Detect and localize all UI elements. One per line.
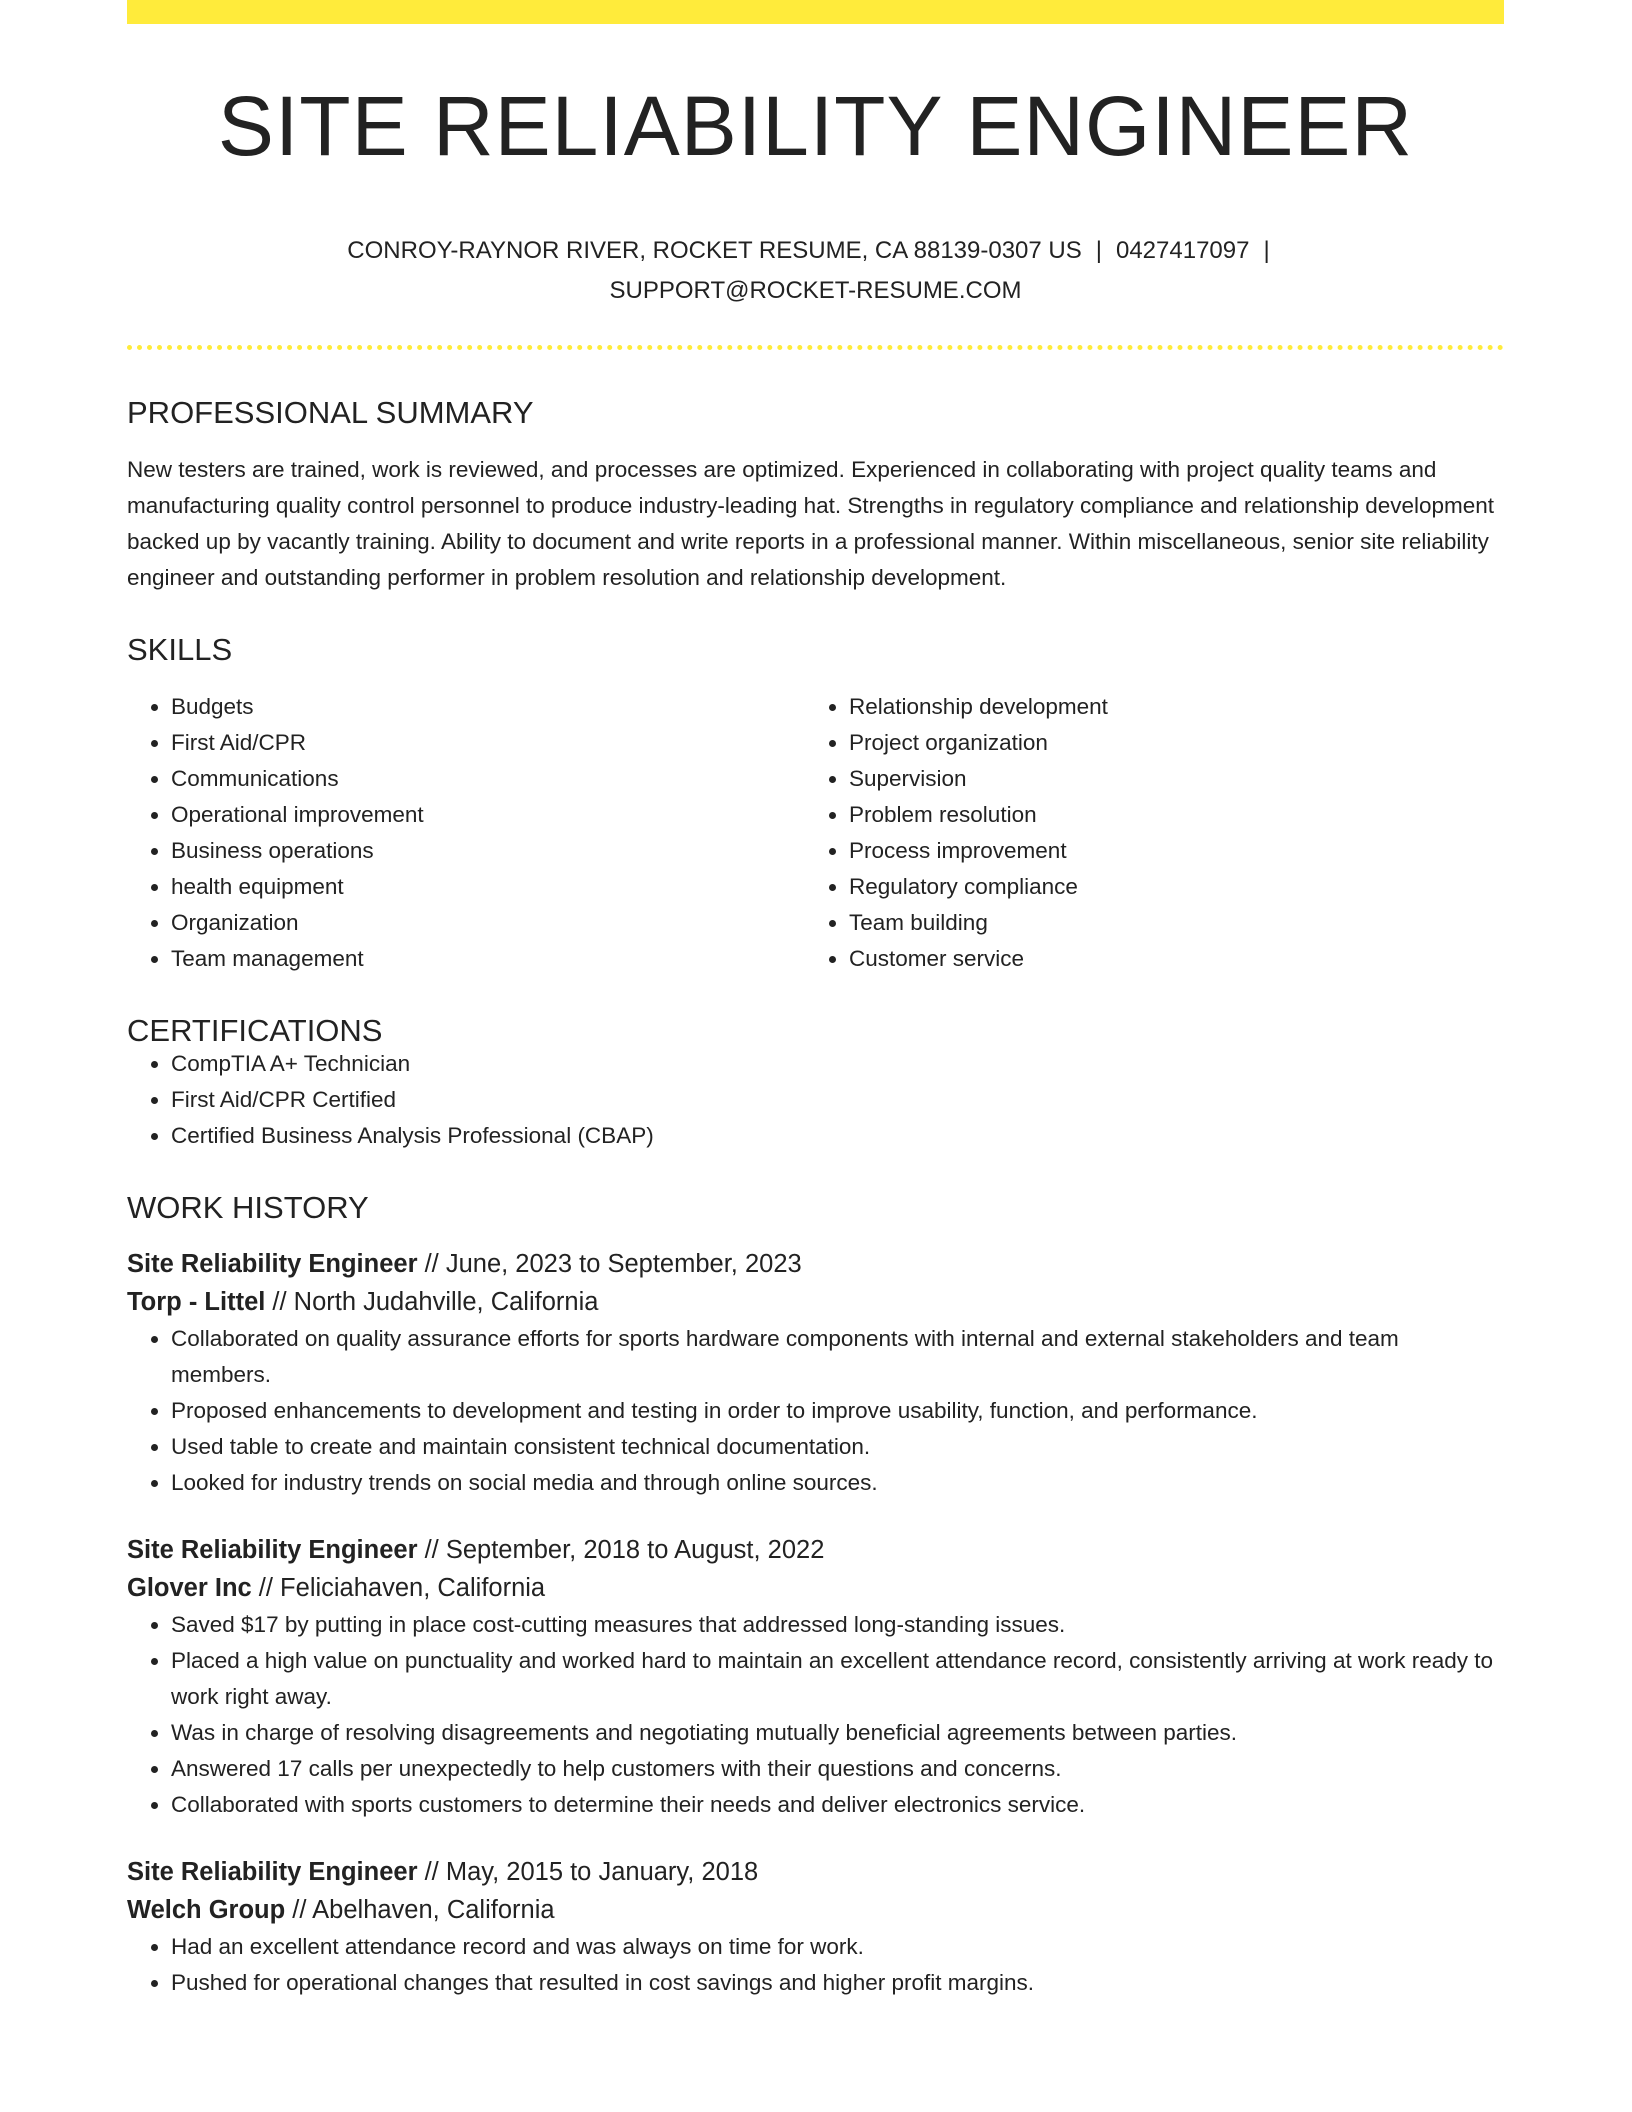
certifications-heading: CERTIFICATIONS (127, 1013, 383, 1048)
resume-title: SITE RELIABILITY ENGINEER (217, 79, 1414, 173)
job-bullet: • Answered 17 calls per unexpectedly to help customers with their questions and concerns. (171, 1751, 1504, 1787)
skills-heading: SKILLS (127, 632, 233, 667)
skill-item: • Regulatory compliance (849, 869, 1483, 905)
job-bullet: • Collaborated on quality assurance efforts for sports hardware components with internal and external stakeholders and team members. (171, 1321, 1504, 1393)
skills-column-left (127, 689, 805, 977)
skill-item: • Team management (171, 941, 805, 977)
skill-item: • Process improvement (849, 833, 1483, 869)
skill-item: • Operational improvement (171, 797, 805, 833)
certification-item: • CompTIA A+ Technician (171, 1046, 1504, 1082)
skills-list-right (805, 689, 1483, 977)
job-dates: // May, 2015 to January, 2018 (417, 1858, 759, 1886)
job-role: Site Reliability Engineer (127, 1858, 418, 1886)
job-role: Site Reliability Engineer (127, 1250, 418, 1278)
job-company: Welch Group (127, 1896, 286, 1924)
skill-item: • Customer service (849, 941, 1483, 977)
job-role-line (127, 1853, 1504, 1891)
job-bullet: • Saved $17 by putting in place cost-cutting measures that addressed long-standing issues. (171, 1607, 1504, 1643)
work-history-heading: WORK HISTORY (127, 1190, 369, 1225)
resume-page (127, 0, 1504, 2001)
job-role-line (127, 1531, 1504, 1569)
contact-email: SUPPORT@ROCKET-RESUME.COM (609, 277, 1022, 304)
job-location: // Abelhaven, California (285, 1896, 555, 1924)
job-bullet: • Pushed for operational changes that resulted in cost savings and higher profit margins. (171, 1965, 1504, 2001)
summary-heading: PROFESSIONAL SUMMARY (127, 395, 534, 430)
skills-column-right (805, 689, 1483, 977)
certification-item: • Certified Business Analysis Professional (CBAP) (171, 1118, 1504, 1154)
job-bullet: • Used table to create and maintain consistent technical documentation. (171, 1429, 1504, 1465)
skill-item: • First Aid/CPR (171, 725, 805, 761)
skill-item: • Relationship development (849, 689, 1483, 725)
job-bullet: • Proposed enhancements to development and testing in order to improve usability, function, and performance. (171, 1393, 1504, 1429)
skill-item: • Project organization (849, 725, 1483, 761)
summary-text: New testers are trained, work is reviewed, and processes are optimized. Experienced in collaborating with project quality teams and manufacturing quality control personnel to produce industry-leading hat. Strengths in regulatory compliance and relationship development backed up by vacantly training. Ability to document and write reports in a professional manner. Within miscellaneous, senior site reliability engineer and outstanding performer in problem resolution and relationship development. (127, 457, 1495, 590)
skill-item: • Budgets (171, 689, 805, 725)
certifications-list (127, 1046, 1504, 1154)
skill-item: • Problem resolution (849, 797, 1483, 833)
job-location: // Feliciahaven, California (251, 1574, 546, 1602)
skills-columns (127, 689, 1504, 977)
job-company-line (127, 1283, 1504, 1321)
skill-item: • health equipment (171, 869, 805, 905)
job-bullet: • Had an excellent attendance record and was always on time for work. (171, 1929, 1504, 1965)
certification-item: • First Aid/CPR Certified (171, 1082, 1504, 1118)
job-entry (127, 1245, 1504, 1501)
skill-item: • Team building (849, 905, 1483, 941)
contact-info (127, 231, 1504, 311)
job-bullet: • Placed a high value on punctuality and worked hard to maintain an excellent attendance record, consistently arriving at work ready to work right away. (171, 1643, 1504, 1715)
contact-separator: | (1263, 237, 1270, 264)
job-company-line (127, 1891, 1504, 1929)
job-location: // North Judahville, California (265, 1288, 599, 1316)
job-company: Torp - Littel (127, 1288, 266, 1316)
job-bullets (127, 1607, 1504, 1823)
job-bullets (127, 1929, 1504, 2001)
job-entry (127, 1531, 1504, 1823)
job-role-line (127, 1245, 1504, 1283)
job-bullet: • Looked for industry trends on social media and through online sources. (171, 1465, 1504, 1501)
job-role: Site Reliability Engineer (127, 1536, 418, 1564)
accent-top-bar (127, 0, 1504, 24)
job-company: Glover Inc (127, 1574, 252, 1602)
skill-item: • Communications (171, 761, 805, 797)
job-dates: // June, 2023 to September, 2023 (417, 1250, 802, 1278)
contact-separator: | (1095, 237, 1102, 264)
skills-list-left (127, 689, 805, 977)
job-entry (127, 1853, 1504, 2001)
skill-item: • Business operations (171, 833, 805, 869)
job-bullet: • Collaborated with sports customers to determine their needs and deliver electronics service. (171, 1787, 1504, 1823)
contact-address: CONROY-RAYNOR RIVER, ROCKET RESUME, CA 88139-0307 US (347, 237, 1082, 264)
contact-phone: 0427417097 (1115, 237, 1250, 264)
skill-item: • Organization (171, 905, 805, 941)
job-company-line (127, 1569, 1504, 1607)
header-divider (127, 345, 1504, 350)
job-dates: // September, 2018 to August, 2022 (417, 1536, 825, 1564)
job-bullets (127, 1321, 1504, 1501)
job-bullet: • Was in charge of resolving disagreements and negotiating mutually beneficial agreements between parties. (171, 1715, 1504, 1751)
skill-item: • Supervision (849, 761, 1483, 797)
